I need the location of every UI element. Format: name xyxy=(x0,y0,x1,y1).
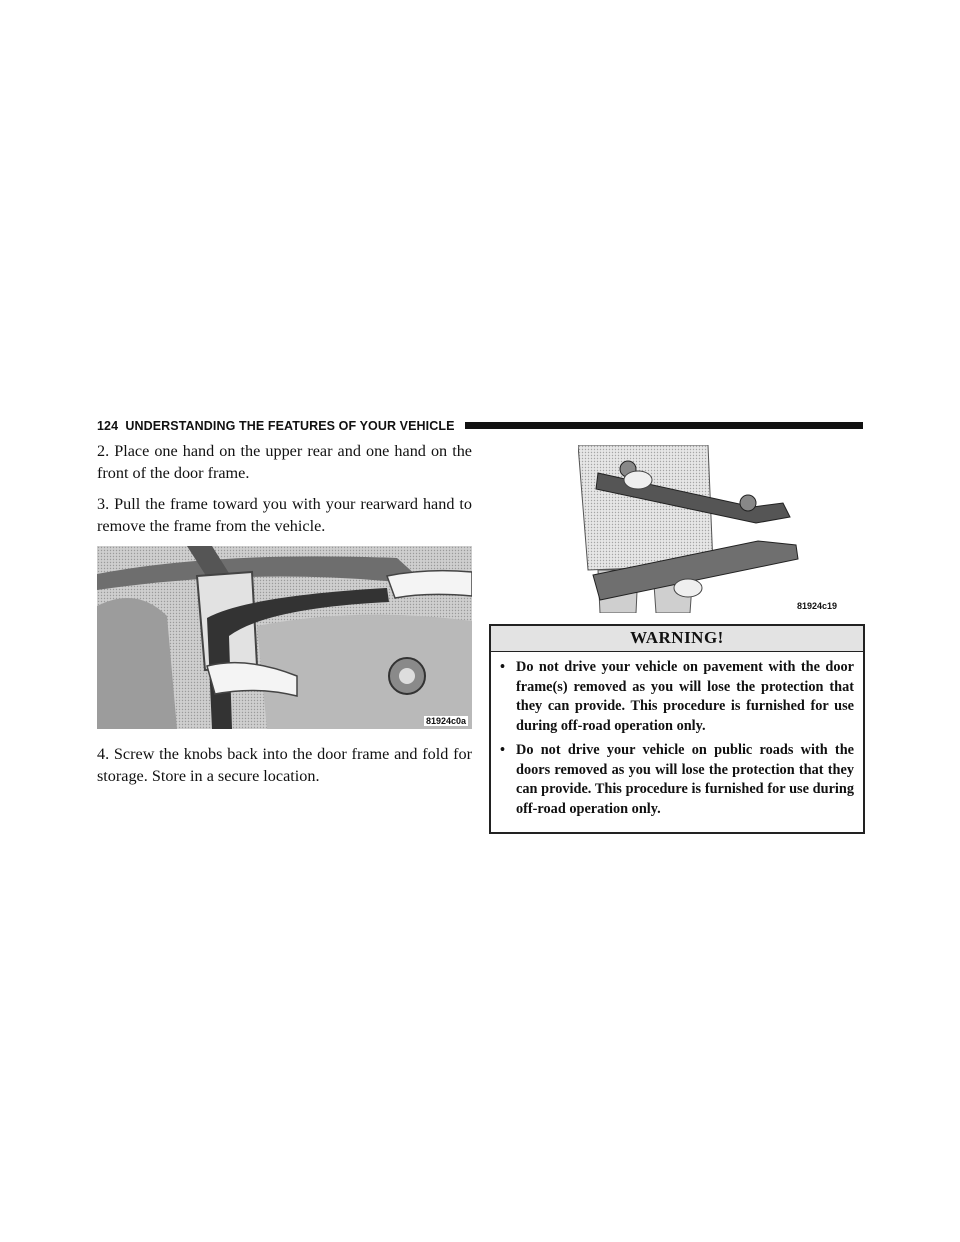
step-4-text: 4. Screw the knobs back into the door frame and fold for storage. Store in a secure location. xyxy=(97,745,472,785)
warning-item-text: Do not drive your vehicle on public roads with the doors removed as you will lose the protection that they can provide. This procedure is furnished for use during off-road operation only. xyxy=(516,742,854,817)
warning-body xyxy=(491,652,863,832)
header-text xyxy=(97,418,455,434)
figure-code-left: 81924c0a xyxy=(425,716,466,726)
warning-item xyxy=(500,741,854,819)
bullet-icon: • xyxy=(500,659,506,675)
door-frame-removal-illustration xyxy=(97,546,472,729)
step-3-text: 3. Pull the frame toward you with your rearward hand to remove the frame from the vehicle. xyxy=(97,495,472,535)
folded-door-frame-illustration xyxy=(578,445,841,613)
folded-door-frame-photo xyxy=(578,445,841,613)
door-frame-removal-photo xyxy=(97,546,472,729)
figure-code-right: 81924c19 xyxy=(796,601,837,611)
page-number: 124 xyxy=(97,419,119,433)
warning-title: WARNING! xyxy=(491,626,863,652)
page-header xyxy=(97,418,863,434)
warning-item-text: Do not drive your vehicle on pavement with the door frame(s) removed as you will lose the protection that they can provide. This procedure is furnished for use during off-road operation only. xyxy=(516,659,854,734)
header-rule xyxy=(465,422,863,429)
section-title: UNDERSTANDING THE FEATURES OF YOUR VEHICLE xyxy=(125,419,455,433)
bullet-icon: • xyxy=(500,742,506,758)
left-column xyxy=(97,440,472,796)
warning-box xyxy=(489,624,865,834)
step-2-text: 2. Place one hand on the upper rear and one hand on the front of the door frame. xyxy=(97,442,472,482)
warning-item xyxy=(500,658,854,736)
